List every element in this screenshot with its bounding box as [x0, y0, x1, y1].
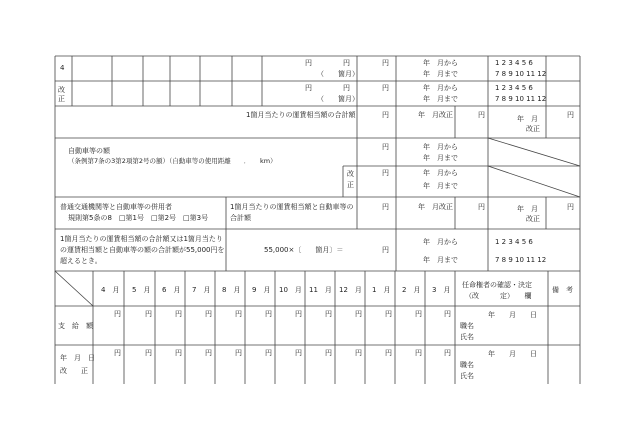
car-label-2: （条例第7条の3第2項第2号の額）（自動車等の使用距離 ． km）: [68, 157, 277, 165]
top-kara-1: 年 月から: [423, 59, 458, 67]
kaisei-en: 円: [205, 349, 212, 357]
transit-nen-tsuki: 年 月: [517, 205, 538, 213]
shikyu-en: 円: [175, 310, 182, 318]
top-en-3: 円: [382, 59, 389, 67]
transit-sum-1: 1箇月当たりの運賃相当額と自動車等の: [230, 203, 354, 211]
cap-kara: 年 月から: [423, 238, 458, 246]
month-header: 8 月: [222, 286, 241, 294]
kaisei-shimei: 氏名: [460, 372, 474, 380]
sum-en-3: 円: [567, 111, 574, 119]
sum-nen-tsuki: 年 月: [517, 115, 538, 123]
biko-header: 備 考: [552, 286, 573, 294]
ninmei-header-2: （改 定） 欄: [465, 292, 532, 300]
transit-kaisei-date: 年 月改正: [418, 203, 453, 211]
month-header: 3 月: [432, 286, 451, 294]
sum-en-1: 円: [382, 111, 389, 119]
top-months-1a: 1 2 3 4 5 6: [495, 59, 533, 67]
row-number: 4: [60, 64, 65, 72]
car-made-1: 年 月まで: [423, 154, 458, 162]
kaisei-en: 円: [114, 349, 121, 357]
car-made-2: 年 月まで: [423, 182, 458, 190]
month-header: 11 月: [309, 286, 332, 294]
top-months-1b: 7 8 9 10 11 12: [495, 70, 547, 78]
top-made-2: 年 月まで: [423, 95, 458, 103]
kaisei-en: 円: [145, 349, 152, 357]
top-en-5: 円: [343, 84, 350, 92]
shikyu-en: 円: [145, 310, 152, 318]
month-header: 6 月: [162, 286, 181, 294]
shikyu-en: 円: [325, 310, 332, 318]
shikyu-en: 円: [235, 310, 242, 318]
shikyu-label: 支 給 額: [58, 322, 93, 330]
shikyu-en: 円: [265, 310, 272, 318]
shikyu-shokumei: 職名: [460, 322, 474, 330]
month-header: 9 月: [252, 286, 271, 294]
ninmei-header-1: 任命権者の確認・決定: [462, 281, 532, 289]
kaisei-en: 円: [235, 349, 242, 357]
top-made-1: 年 月まで: [423, 70, 458, 78]
shikyu-en: 円: [385, 310, 392, 318]
cap-months-b: 7 8 9 10 11 12: [495, 256, 547, 264]
cap-line-1: 1箇月当たりの運賃相当額の合計額又は1箇月当たり: [60, 235, 223, 243]
car-en-1: 円: [382, 143, 389, 151]
top-en-2: 円: [343, 59, 350, 67]
kaisei-row-label: 改 正: [60, 367, 88, 375]
top-kagetsu-1: （ 箇月）: [317, 70, 359, 78]
shikyu-en: 円: [205, 310, 212, 318]
shikyu-shimei: 氏名: [460, 333, 474, 341]
cap-months-a: 1 2 3 4 5 6: [495, 238, 533, 246]
transit-label-1: 普通交通機関等と自動車等の併用者: [60, 203, 172, 211]
month-header: 5 月: [132, 286, 151, 294]
sum-kaisei-date: 年 月改正: [418, 111, 453, 119]
sum-label: 1箇月当たりの運賃相当額の合計額: [246, 111, 356, 119]
kaisei-en: 円: [295, 349, 302, 357]
top-en-6: 円: [382, 84, 389, 92]
car-en-2: 円: [382, 169, 389, 177]
month-header: 12 月: [339, 286, 362, 294]
kaisei-date: 年 月 日: [488, 350, 537, 358]
month-header: 7 月: [192, 286, 211, 294]
sum-en-2: 円: [478, 111, 485, 119]
kaisei-en: 円: [415, 349, 422, 357]
top-en-1: 円: [305, 59, 312, 67]
transit-en-3: 円: [567, 203, 574, 211]
transit-en-1: 円: [382, 203, 389, 211]
shikyu-en: 円: [295, 310, 302, 318]
kaisei-en: 円: [444, 349, 451, 357]
shikyu-en: 円: [444, 310, 451, 318]
shikyu-en: 円: [355, 310, 362, 318]
transit-en-2: 円: [478, 203, 485, 211]
top-months-2a: 1 2 3 4 5 6: [495, 84, 533, 92]
kaisei-label: 改 正: [58, 86, 65, 103]
car-label-1: 自動車等の額: [68, 147, 110, 155]
cap-line-3: 超えるとき。: [60, 257, 102, 265]
shikyu-en: 円: [114, 310, 121, 318]
car-kaisei: 改 正: [347, 170, 354, 189]
top-kagetsu-2: （ 箇月）: [317, 95, 359, 103]
month-header: 10 月: [279, 286, 302, 294]
nengappi-label: 年 月 日: [60, 354, 95, 362]
top-kara-2: 年 月から: [423, 84, 458, 92]
transit-kaisei: 改正: [526, 215, 540, 223]
car-kara-1: 年 月から: [423, 143, 458, 151]
cap-en: 円: [382, 246, 389, 254]
kaisei-en: 円: [175, 349, 182, 357]
kaisei-en: 円: [385, 349, 392, 357]
month-header: 2 月: [402, 286, 421, 294]
kaisei-en: 円: [355, 349, 362, 357]
kaisei-shokumei: 職名: [460, 361, 474, 369]
kaisei-en: 円: [325, 349, 332, 357]
top-months-2b: 7 8 9 10 11 12: [495, 95, 547, 103]
kaisei-en: 円: [265, 349, 272, 357]
cap-line-2: の運賃相当額と自動車等の額の合計額が55,000円を: [60, 246, 225, 254]
shikyu-date: 年 月 日: [488, 311, 537, 319]
cap-made: 年 月まで: [423, 256, 458, 264]
top-en-4: 円: [305, 84, 312, 92]
transit-sum-2: 合計額: [230, 214, 251, 222]
shikyu-en: 円: [415, 310, 422, 318]
cap-formula: 55,000×〔 箇月〕＝: [264, 246, 344, 254]
month-header: 4 月: [101, 286, 120, 294]
sum-kaisei: 改正: [526, 125, 540, 133]
car-kara-2: 年 月から: [423, 169, 458, 177]
month-header: 1 月: [372, 286, 391, 294]
transit-label-2: 規則第5条の8 □第1号 □第2号 □第3号: [68, 214, 209, 222]
